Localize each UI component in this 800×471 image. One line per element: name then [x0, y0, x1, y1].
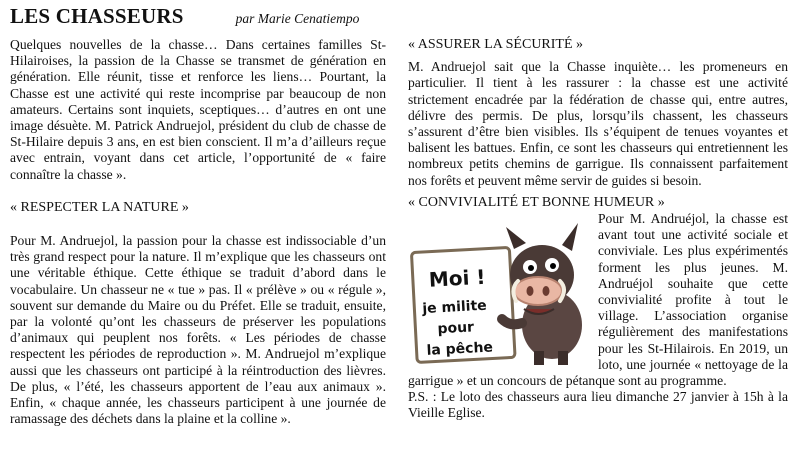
ps-note: P.S. : Le loto des chasseurs aura lieu dimanche 27 janvier à 15h à la Vieille Eglise.: [408, 389, 788, 421]
nature-paragraph: Pour M. Andruejol, la passion pour la chasse est indissociable d’un très grand respect pour la nature. Il m’explique que les chasseurs ont une véritable éthique. Cette éthique se traduit d’abord dans le vocabulaire. Un chasseur ne « tue » pas. Il « prélève » ou « régule », souvent sur demande du Maire ou du Préfet. Elle se traduit, ensuite, par la volonté qu’ont les chasseurs de préserver les populations d’animaux qui peuplent nos forêts. « Les périodes de chasse respectent les périodes de reproduction ». M. Andruejol m’explique aussi que les chasseurs ont participé à la réintroduction des lièvres. De plus, « l’été, les chasseurs apportent de l’eau aux animaux ». Enfin, « chaque année, les chasseurs participent à une journée de ramassage des déchets dans la plaine et la colline ».: [10, 233, 386, 427]
section-heading-nature: « RESPECTER LA NATURE »: [10, 199, 189, 215]
sign-line-4: la pêche: [426, 339, 494, 359]
boar-cartoon-icon: [402, 215, 592, 365]
sign-line-2: je milite: [422, 297, 488, 318]
right-column: [408, 37, 788, 422]
section-heading-securite: « ASSURER LA SÉCURITÉ »: [408, 37, 584, 52]
intro-paragraph: Quelques nouvelles de la chasse… Dans certaines familles St-Hilairoises, la passion de la Chasse se transmet de génération en génération. Elle réunit, tisse et renforce les liens… Pourtant, la Chasse est une activité qui reste incomprise par beaucoup de non amateurs. Certains sont inquiets, sceptiques… d’autres en ont une image désuète. M. Patrick Andruejol, président du club de chasse de St-Hilaire depuis 3 ans, en est bien conscient. Il m’a d’ailleurs reçue avec entrain, voyant dans cet article, l’opportunité de « faire connaître la chasse ».: [10, 37, 386, 182]
article-byline: par Marie Cenatiempo: [235, 11, 360, 26]
sign-line-1: Moi !: [428, 264, 487, 292]
section-heading-convivialite: « CONVIVIALITÉ ET BONNE HUMEUR »: [408, 194, 665, 210]
left-column: [10, 37, 386, 427]
convivialite-paragraph: Pour M. Andruéjol, la chasse est avant tout une activité sociale et conviviale. Les plus expérimentés forment les plus jeunes. M. Andruéjol souhaite que cette convivialité profite à tout le village. L’association organise régulièrement des manifestations pour les St-Hilairois. En 2019, un loto, une journée « nettoyage de la garrigue » et un concours de pétanque sont au programme.: [408, 211, 788, 389]
sign-line-3: pour: [437, 319, 475, 338]
securite-paragraph: M. Andruejol sait que la Chasse inquiète… les promeneurs en particulier. Il tient à les rassurer : la chasse est une activité strictement encadrée par la fédération de chasse qui, entre autres, délivre des permis. De plus, lorsqu’ils chassent, les chasseurs s’assurent d’être bien visibles. Ils s’équipent de tenues voyantes et balisent les battues. Enfin, ce sont les chasseurs qui entretiennent les nombreux petits chemins de garrigue. Ils connaissent parfaitement nos forêts et peuvent même servir de guides si besoin.: [408, 59, 788, 188]
article-title: LES CHASSEURS: [10, 4, 184, 28]
boar-illustration: [402, 215, 592, 365]
article-header: [10, 4, 359, 32]
